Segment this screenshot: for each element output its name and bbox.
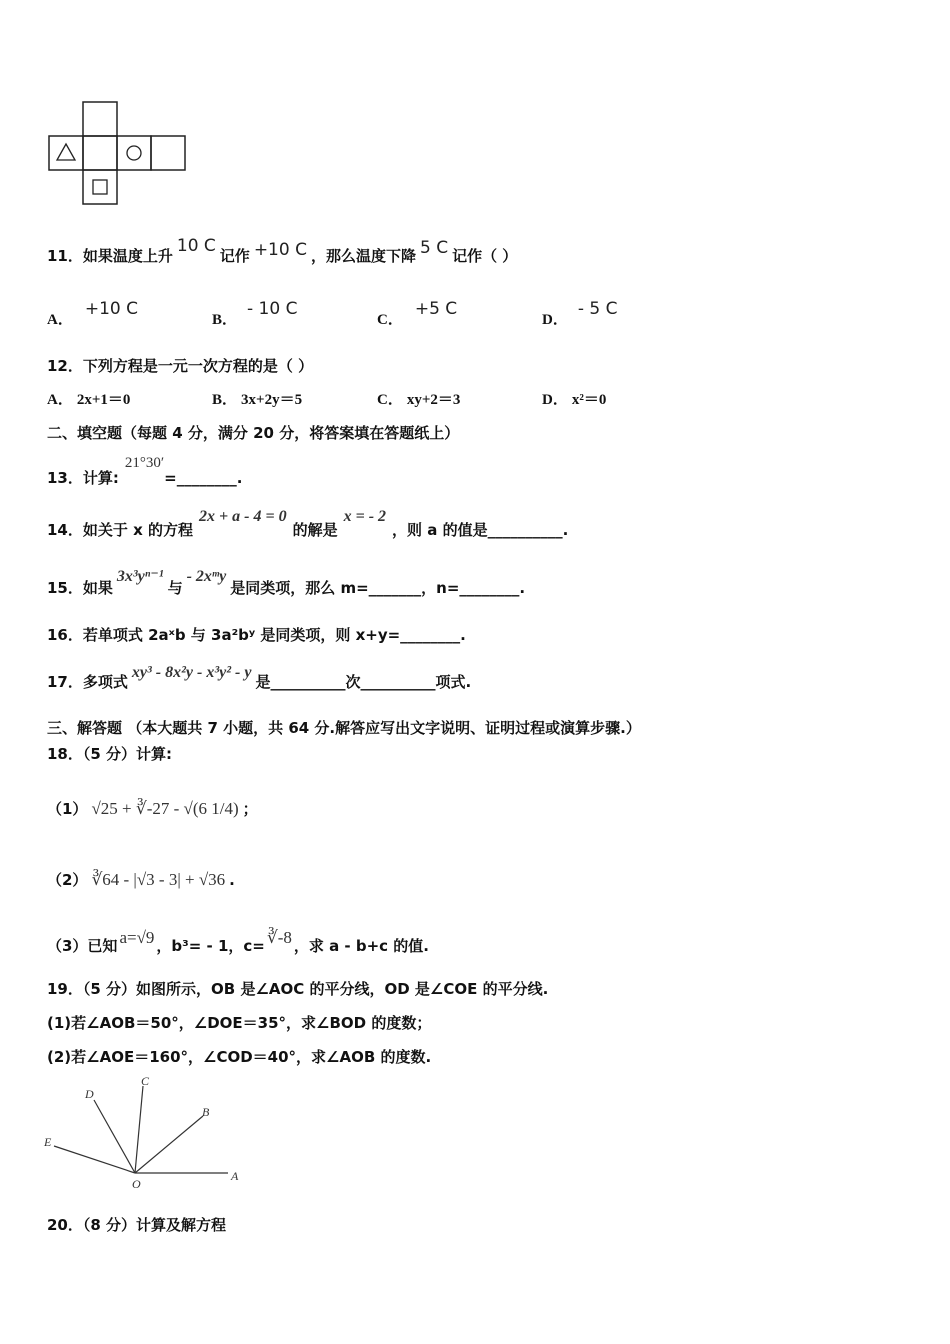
q11-option-a[interactable]: A．+10 C — [47, 299, 138, 328]
label-b: B — [202, 1105, 210, 1119]
q12-option-c[interactable]: C． xy+2＝3 — [377, 392, 461, 408]
section-3-heading: 三、解答题 （本大题共 7 小题，共 64 分.解答应写出文字说明、证明过程或演算步骤.） — [47, 719, 641, 737]
ray-od — [94, 1100, 135, 1173]
q16: 16．若单项式 2aˣb 与 3a²bʸ 是同类项，则 x+y=________. — [47, 626, 466, 644]
q18-part-3: （3）已知 a=√9 ，b³= - 1，c= ∛-8 ，求 a - b+c 的值. — [47, 928, 429, 955]
q15: 15．如果3x³yⁿ⁻¹与- 2xᵐy是同类项，那么 m=_______，n=________. — [47, 568, 526, 597]
q19-part-1: (1)若∠AOB＝50°，∠DOE＝35°，求∠BOD 的度数； — [47, 1014, 432, 1032]
q17: 17．多项式xy³ - 8x²y - x³y² - y是__________次__________项式. — [47, 664, 472, 691]
triangle-shape — [57, 144, 75, 160]
q14: 14．如关于 x 的方程2x + a - 4 = 0的解是x = - 2，则 a 的值是__________. — [47, 508, 569, 539]
label-c: C — [141, 1074, 150, 1088]
q11-option-d[interactable]: D．- 5 C — [542, 299, 618, 328]
cube-net-figure — [47, 100, 189, 212]
square-shape — [93, 180, 107, 194]
ray-ob — [135, 1116, 203, 1173]
angle-figure — [40, 1070, 255, 1199]
q12-option-b[interactable]: B． 3x+2y＝5 — [212, 392, 303, 408]
q11-option-b[interactable]: B．- 10 C — [212, 299, 298, 328]
q11-option-c[interactable]: C．+5 C — [377, 299, 458, 328]
ray-oe — [54, 1146, 135, 1173]
angle-figure-svg — [40, 1070, 255, 1195]
q18-part-1: （1） √25 + ∛-27 - √(6 1/4) ； — [47, 799, 258, 818]
cube-net-svg — [47, 100, 189, 208]
q19-title: 19．（5 分）如图所示，OB 是∠AOC 的平分线，OD 是∠COE 的平分线. — [47, 980, 549, 998]
q19-part-2: (2)若∠AOE＝160°，∠COD＝40°，求∠AOB 的度数. — [47, 1048, 432, 1066]
q12-stem: 12．下列方程是一元一次方程的是（ ） — [47, 357, 314, 375]
ray-oc — [135, 1086, 143, 1173]
label-e: E — [44, 1135, 52, 1149]
label-d: D — [85, 1087, 94, 1101]
label-a: A — [231, 1169, 239, 1183]
q13: 13．计算:21°30′=________. — [47, 455, 243, 487]
q18-part-2: （2） ∛64 - |√3 - 3| + √36 . — [47, 870, 235, 889]
q18-title: 18．（5 分）计算: — [47, 745, 173, 763]
label-o: O — [132, 1177, 141, 1191]
circle-shape — [127, 146, 141, 160]
q12-option-a[interactable]: A． 2x+1＝0 — [47, 392, 131, 408]
q12-option-d[interactable]: D． x²＝0 — [542, 392, 607, 408]
section-2-heading: 二、填空题（每题 4 分，满分 20 分，将答案填在答题纸上） — [47, 424, 460, 442]
q11-stem: 11．如果温度上升 10 C 记作 +10 C ，那么温度下降 5 C 记作（ ） — [47, 236, 518, 265]
q20-title: 20．（8 分）计算及解方程 — [47, 1216, 227, 1234]
